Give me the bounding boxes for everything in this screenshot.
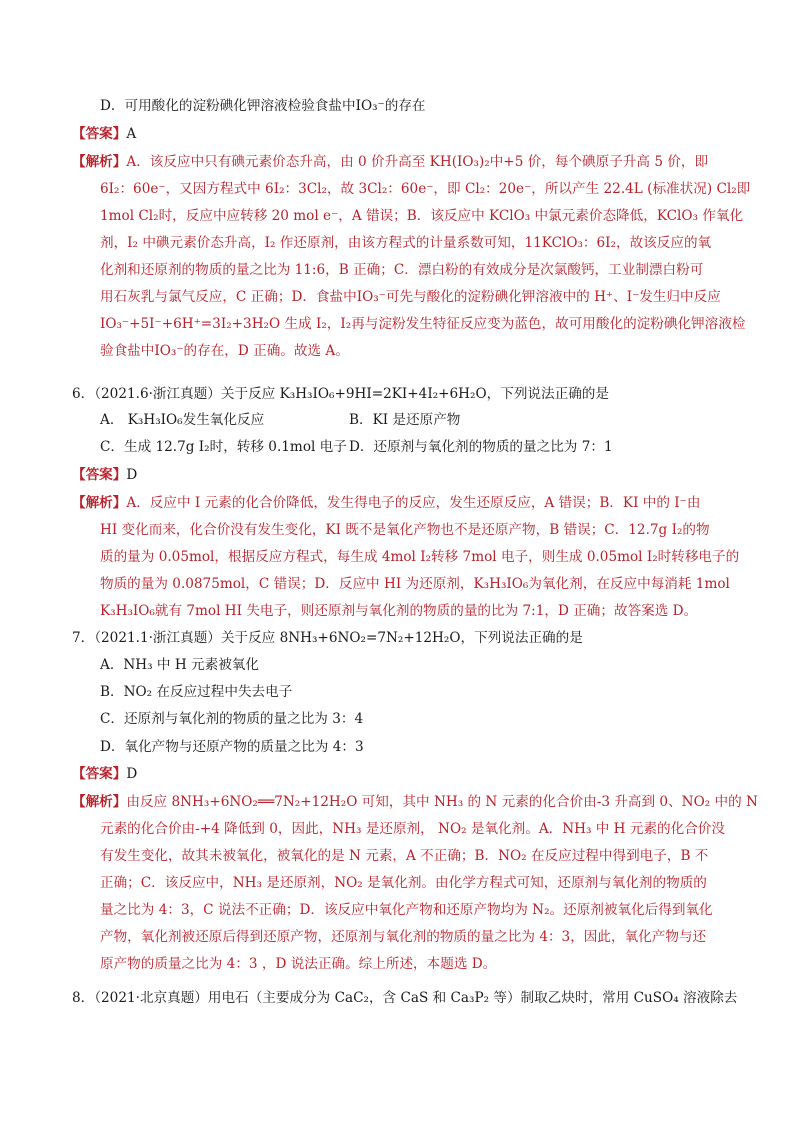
q6-option-c: C．生成 12.7g I₂时，转移 0.1mol 电子 [100,439,347,455]
q7-stem: 7．（2021.1·浙江真题）关于反应 8NH₃+6NO₂=7N₂+12H₂O，下列说法正确的是 [72,630,583,646]
q5-analysis-line: 验食盐中IO₃⁻的存在，D 正确。故选 A。 [100,343,349,359]
q6-analysis-line: 质的量为 0.05mol，根据反应方程式，每生成 4mol I₂转移 7mol 电子，则生成 0.05mol I₂时转移电子的 [100,549,740,565]
q7-option-d: D．氧化产物与还原产物的质量之比为 4：3 [100,739,364,755]
q7-analysis-line: 【解析】由反应 8NH₃+6NO₂══7N₂+12H₂O 可知，其中 NH₃ 的 N 元素的化合价由-3 升高到 0、NO₂ 中的 N [72,794,758,810]
answer-value: A [126,126,137,142]
q5-analysis-line: 用石灰乳与氯气反应，C 正确；D．食盐中IO₃⁻可先与酸化的淀粉碘化钾溶液中的 H⁺、I⁻发生归中反应 [100,289,721,305]
q5-analysis-line: 1mol Cl₂时，反应中应转移 20 mol e⁻，A 错误；B．该反应中 KClO₃ 中氯元素价态降低，KClO₃ 作氧化 [100,208,744,224]
answer-value: D [126,467,138,483]
q6-analysis-line: K₃H₃IO₆就有 7mol HI 失电子，则还原剂与氧化剂的物质的量的比为 7:1，D 正确；故答案选 D。 [100,603,698,619]
q7-analysis-line: 有发生变化，故其未被氧化，被氧化的是 N 元素，A 不正确；B．NO₂ 在反应过程中得到电子，B 不 [100,848,709,864]
q5-analysis-line: IO₃⁻+5I⁻+6H⁺=3I₂+3H₂O 生成 I₂，I₂再与淀粉发生特征反应变为蓝色，故可用酸化的淀粉碘化钾溶液检 [100,316,746,332]
q7-option-c: C．还原剂与氧化剂的物质的量之比为 3：4 [100,711,364,727]
analysis-tag: 【解析】 [72,154,127,170]
q6-answer [72,466,137,484]
q5-option-d: D．可用酸化的淀粉碘化钾溶液检验食盐中IO₃⁻的存在 [100,98,426,114]
answer-value: D [126,766,138,782]
q5-analysis-line: 化剂和还原剂的物质的量之比为 11:6，B 正确；C．漂白粉的有效成分是次氯酸钙，工业制漂白粉可 [100,262,704,278]
q6-analysis-line: 【解析】A．反应中 I 元素的化合价降低，发生得电子的反应，发生还原反应，A 错误；B．KI 中的 I⁻由 [72,495,701,511]
q8-stem: 8．（2021·北京真题）用电石（主要成分为 CaC₂，含 CaS 和 Ca₃P₂ 等）制取乙炔时，常用 CuSO₄ 溶液除去 [72,990,738,1006]
q5-analysis-line: 【解析】A．该反应中只有碘元素价态升高，由 0 价升高至 KH(IO₃)₂中+5 价，每个碘原子升高 5 价，即 [72,154,709,170]
q7-option-a: A．NH₃ 中 H 元素被氧化 [100,657,259,673]
q6-analysis-line: 物质的量为 0.0875mol，C 错误；D．反应中 HI 为还原剂，K₃H₃IO₆为氧化剂，在反应中每消耗 1mol [100,576,730,592]
q7-analysis-line: 正确；C．该反应中，NH₃ 是还原剂，NO₂ 是氧化剂。由化学方程式可知，还原剂与氧化剂的物质的 [100,875,707,891]
q5-answer [72,125,136,143]
q6-option-a: A． K₃H₃IO₆发生氧化反应 [100,412,265,428]
answer-tag: 【答案】 [72,766,127,782]
q6-analysis-line: HI 变化而来，化合价没有发生变化，KI 既不是氧化产物也不是还原产物，B 错误；C．12.7g I₂的物 [100,522,710,538]
q7-option-b: B．NO₂ 在反应过程中失去电子 [100,684,293,700]
q7-analysis-line: 元素的化合价由-+4 降低到 0，因此，NH₃ 是还原剂， NO₂ 是氧化剂。A．NH₃ 中 H 元素的化合价没 [100,821,725,837]
q6-option-b: B．KI 是还原产物 [349,412,461,428]
q7-analysis-line: 原产物的质量之比为 4：3 ，D 说法正确。综上所述，本题选 D。 [100,956,497,972]
q5-analysis-line: 6I₂：60e⁻，又因方程式中 6I₂：3Cl₂，故 3Cl₂：60e⁻，即 Cl₂：20e⁻，所以产生 22.4L (标准状况) Cl₂即 [100,181,751,197]
q7-analysis-line: 产物，氧化剂被还原后得到还原产物，还原剂与氧化剂的物质的量之比为 4：3，因此，氧化产物与还 [100,929,707,945]
answer-tag: 【答案】 [72,467,127,483]
analysis-tag: 【解析】 [72,495,127,511]
q6-stem: 6．（2021.6·浙江真题）关于反应 K₃H₃IO₆+9HI=2KI+4I₂+6H₂O，下列说法正确的是 [72,386,609,402]
q6-option-d: D．还原剂与氧化剂的物质的量之比为 7：1 [349,439,613,455]
q7-answer [72,765,137,783]
analysis-tag: 【解析】 [72,794,127,810]
q5-analysis-line: 剂，I₂ 中碘元素价态升高，I₂ 作还原剂，由该方程式的计量系数可知，11KClO₃：6I₂，故该反应的氧 [100,235,712,251]
answer-tag: 【答案】 [72,126,127,142]
q7-analysis-line: 量之比为 4：3，C 说法不正确；D．该反应中氧化产物和还原产物均为 N₂。还原剂被氧化后得到氧化 [100,902,713,918]
